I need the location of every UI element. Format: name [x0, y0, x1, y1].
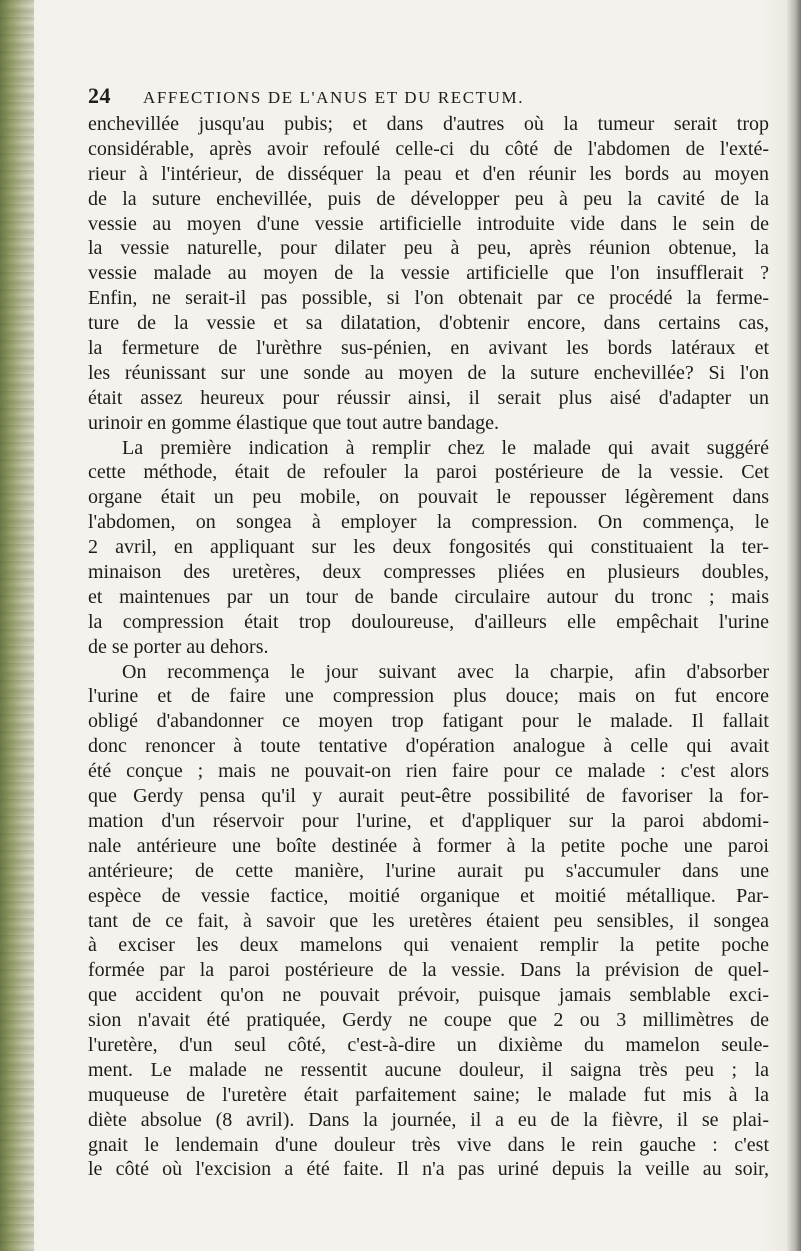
text-line: vessie malade au moyen de la vessie artificielle que l'on insufflerait ?	[88, 262, 769, 285]
text-line: donc renoncer à toute tentative d'opération analogue à celle qui avait	[88, 735, 769, 758]
text-line: minaison des uretères, deux compresses pliées en plusieurs doubles,	[88, 561, 769, 584]
page-edge-right	[787, 0, 801, 1251]
text-line: ture de la vessie et sa dilatation, d'obtenir encore, dans certains cas,	[88, 312, 769, 335]
text-line: tant de ce fait, à savoir que les uretères étaient peu sensibles, il songea	[88, 909, 769, 932]
text-line: de la suture enchevillée, puis de développer peu à peu la cavité de la	[88, 187, 769, 210]
text-line: était assez heureux pour réussir ainsi, il serait plus aisé d'adapter un	[88, 386, 769, 409]
text-line: organe était un peu mobile, on pouvait le repousser légèrement dans	[88, 486, 769, 509]
text-line: Enfin, ne serait-il pas possible, si l'on obtenait par ce procédé la ferme-	[88, 287, 769, 310]
text-line: l'urine et de faire une compression plus douce; mais on fut encore	[88, 685, 769, 708]
text-line: ment. Le malade ne ressentit aucune douleur, il saigna très peu ; la	[88, 1058, 769, 1081]
page-binding-left	[0, 0, 34, 1251]
body-text	[88, 112, 769, 1182]
text-line: muqueuse de l'uretère était parfaitement saine; le malade fut mis à la	[88, 1083, 769, 1106]
text-line: diète absolue (8 avril). Dans la journée, il a eu de la fièvre, il se plai-	[88, 1108, 769, 1131]
text-line: vessie au moyen d'une vessie artificielle introduite vide dans le sein de	[88, 212, 769, 235]
text-line: de se porter au dehors.	[88, 635, 269, 658]
text-line: enchevillée jusqu'au pubis; et dans d'autres où la tumeur serait trop	[88, 113, 769, 135]
text-line: la fermeture de l'urèthre sus-pénien, en avivant les bords latéraux et	[88, 337, 769, 360]
text-line: et maintenues par un tour de bande circulaire autour du tronc ; mais	[88, 585, 769, 608]
text-line: obligé d'abandonner ce moyen trop fatigant pour le malade. Il fallait	[88, 710, 769, 733]
text-line: gnait le lendemain d'une douleur très vive dans le rein gauche : c'est	[88, 1133, 769, 1156]
text-line: été conçue ; mais ne pouvait-on rien faire pour ce malade : c'est alors	[88, 760, 769, 783]
text-line: rieur à l'intérieur, de disséquer la peau et d'en réunir les bords au moyen	[88, 162, 769, 185]
text-line: que accident qu'on ne pouvait prévoir, puisque jamais semblable exci-	[88, 984, 769, 1007]
text-line: sion n'avait été pratiquée, Gerdy ne coupe que 2 ou 3 millimètres de	[88, 1009, 769, 1032]
running-head: AFFECTIONS DE L'ANUS ET DU RECTUM.	[143, 88, 525, 107]
text-line: cette méthode, était de refouler la paroi postérieure de la vessie. Cet	[88, 461, 769, 484]
text-line: urinoir en gomme élastique que tout autre bandage.	[88, 411, 499, 434]
text-line: considérable, après avoir refoulé celle-ci du côté de l'abdomen de l'exté-	[88, 137, 769, 160]
page-number: 24	[88, 83, 111, 108]
text-line: nale antérieure une boîte destinée à former à la petite poche une paroi	[88, 834, 769, 857]
text-line: La première indication à remplir chez le malade qui avait suggéré	[122, 436, 769, 459]
text-line: les réunissant sur une sonde au moyen de la suture enchevillée? Si l'on	[88, 361, 769, 384]
text-line: à exciser les deux mamelons qui venaient remplir la petite poche	[88, 934, 769, 957]
text-line: le côté où l'excision a été faite. Il n'a pas uriné depuis la veille au soir,	[88, 1158, 769, 1181]
text-line: la vessie naturelle, pour dilater peu à peu, après réunion obtenue, la	[88, 237, 769, 260]
page-header	[88, 82, 768, 110]
text-line: la compression était trop douloureuse, d'ailleurs elle empêchait l'urine	[88, 610, 769, 633]
text-line: l'uretère, d'un seul côté, c'est-à-dire un dixième du mamelon seule-	[88, 1033, 769, 1056]
text-line: antérieure; de cette manière, l'urine aurait pu s'accumuler dans une	[88, 859, 769, 882]
text-line: que Gerdy pensa qu'il y aurait peut-être possibilité de favoriser la for-	[88, 785, 769, 808]
text-line: On recommença le jour suivant avec la charpie, afin d'absorber	[122, 660, 769, 683]
text-line: 2 avril, en appliquant sur les deux fongosités qui constituaient la ter-	[88, 536, 769, 559]
text-line: espèce de vessie factice, moitié organique et moitié métallique. Par-	[88, 884, 769, 907]
text-line: mation d'un réservoir pour l'urine, et d'appliquer sur la paroi abdomi-	[88, 809, 769, 832]
text-line: formée par la paroi postérieure de la vessie. Dans la prévision de quel-	[88, 959, 769, 982]
text-line: l'abdomen, on songea à employer la compression. On commença, le	[88, 511, 769, 534]
